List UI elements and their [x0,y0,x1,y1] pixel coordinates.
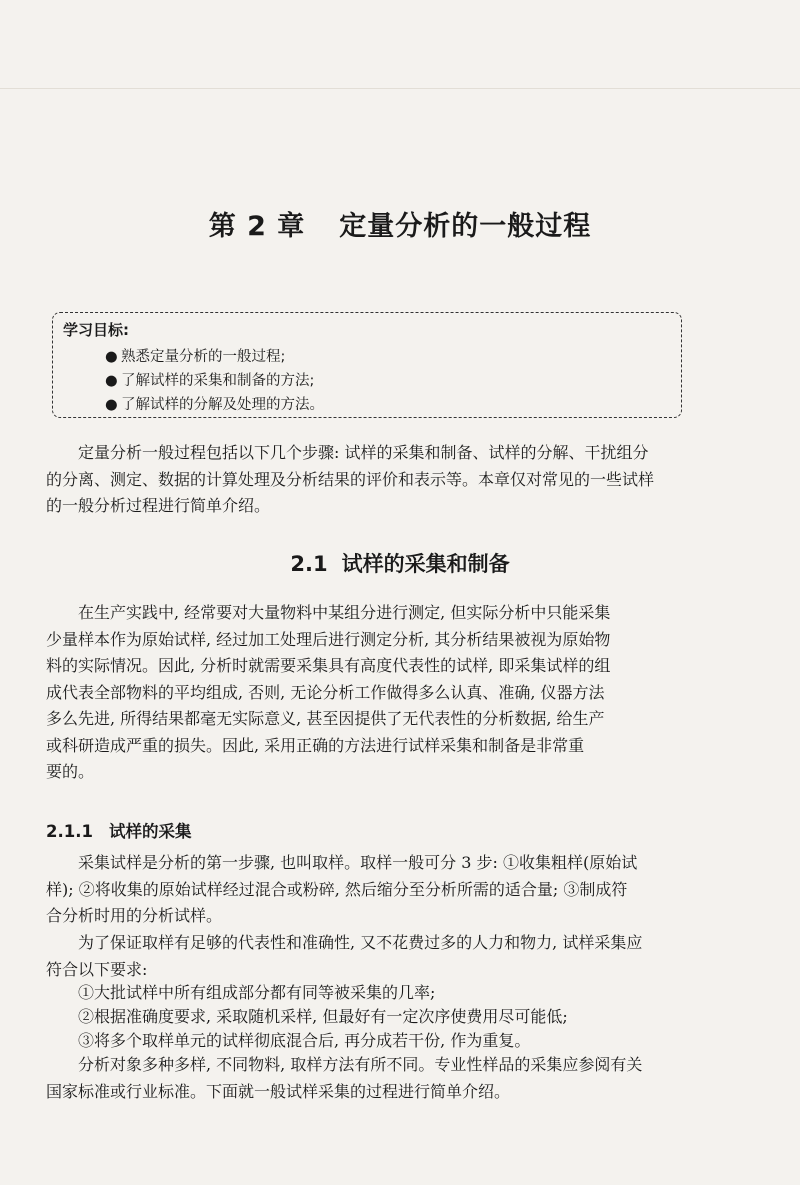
text-line: 符合以下要求: [46,959,148,979]
text-line: 的一般分析过程进行简单介绍。 [46,496,271,515]
text-line: 多么先进, 所得结果都毫无实际意义, 甚至因提供了无代表性的分析数据, 给生产 [46,709,605,728]
section-name: 试样的采集和制备 [341,552,510,576]
subsection-title [46,818,191,842]
subsection-name: 试样的采集 [108,822,192,841]
goal-item [105,393,324,414]
bullet-icon: ● [105,373,118,389]
text-line: 少量样本作为原始试样, 经过加工处理后进行测定分析, 其分析结果被视为原始物 [46,629,611,649]
text-line: 要的。 [46,762,95,781]
text-line: 合分析时用的分析试样。 [46,906,223,925]
closing-paragraph [46,1052,700,1105]
subsection-number: 2.1.1 [46,822,93,841]
requirements-paragraph [46,930,700,983]
text-line: 成代表全部物料的平均组成, 否则, 无论分析工作做得多么认真、准确, 仪器方法 [46,682,605,702]
section-title [0,548,800,578]
sampling-paragraph [46,850,700,930]
goal-text: 了解试样的采集和制备的方法; [121,373,315,389]
learning-goals-box [52,312,682,418]
section-paragraph [46,600,700,786]
text-line: 定量分析一般过程包括以下几个步骤: 试样的采集和制备、试样的分解、干扰组分 [78,443,649,462]
text-line: 在生产实践中, 经常要对大量物料中某组分进行测定, 但实际分析中只能采集 [78,603,611,622]
chapter-number: 第 2 章 [208,211,306,242]
goal-text: 熟悉定量分析的一般过程; [121,349,286,365]
chapter-name: 定量分析的一般过程 [339,211,592,242]
section-number: 2.1 [290,552,328,576]
requirement-item: ①大批试样中所有组成部分都有同等被采集的几率; [78,983,436,1002]
bullet-icon: ● [105,397,118,413]
chapter-title [0,204,800,243]
page-rule [0,88,800,89]
text-line: 料的实际情况。因此, 分析时就需要采集具有高度代表性的试样, 即采集试样的组 [46,656,611,675]
text-line: 的分离、测定、数据的计算处理及分析结果的评价和表示等。本章仅对常见的一些试样 [46,469,655,489]
text-line: 或科研造成严重的损失。因此, 采用正确的方法进行试样采集和制备是非常重 [46,735,585,755]
text-line: 国家标准或行业标准。下面就一般试样采集的过程进行简单介绍。 [46,1081,511,1101]
requirement-item: ②根据准确度要求, 采取随机采样, 但最好有一定次序使费用尽可能低; [78,1007,568,1026]
text-line: 样); ②将收集的原始试样经过混合或粉碎, 然后缩分至分析所需的适合量; ③制成符 [46,879,628,899]
goal-item [105,369,314,390]
requirement-item: ③将多个取样单元的试样彻底混合后, 再分成若干份, 作为重复。 [78,1031,531,1050]
text-line: 采集试样是分析的第一步骤, 也叫取样。取样一般可分 3 步: ①收集粗样(原始试 [78,853,638,872]
goal-item [105,345,285,366]
text-line: 为了保证取样有足够的代表性和准确性, 又不花费过多的人力和物力, 试样采集应 [78,933,643,952]
text-line: 分析对象多种多样, 不同物料, 取样方法有所不同。专业性样品的采集应参阅有关 [78,1055,643,1074]
bullet-icon: ● [105,349,118,365]
learning-goals-heading: 学习目标: [63,321,129,339]
goal-text: 了解试样的分解及处理的方法。 [121,397,324,413]
intro-paragraph [46,440,700,520]
